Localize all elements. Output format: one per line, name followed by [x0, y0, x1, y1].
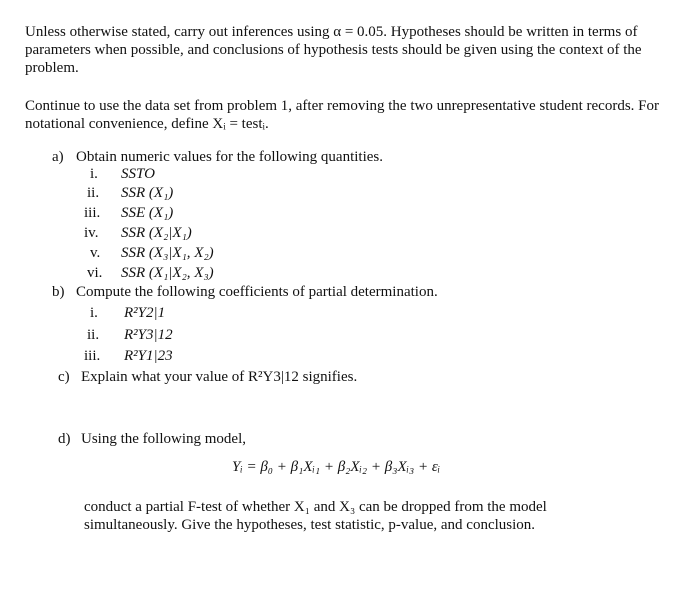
part-a-item-1-num: i.	[90, 166, 98, 182]
data-setup-paragraph: Continue to use the data set from problem 1, after removing the two unrepresentative student records. For notational convenience, define Xᵢ = testᵢ.	[25, 98, 659, 132]
part-a-item-4-num: iv.	[84, 225, 99, 241]
part-a-item-3-num: iii.	[84, 205, 101, 221]
part-c-label: c)	[58, 369, 70, 385]
part-b-text: Compute the following coefficients of partial determination.	[76, 284, 438, 300]
part-b-item-3-num: iii.	[84, 348, 101, 364]
part-d-label: d)	[58, 431, 71, 447]
part-a-item-4-expr: SSR (X₂|X₁)	[121, 225, 192, 241]
part-d-task: conduct a partial F-test of whether X₁ and X₃ can be dropped from the model simultaneously. Give the hypotheses, test statistic, p-value, and conclusion.	[84, 499, 547, 533]
part-b-item-1-expr: R²Y2|1	[124, 305, 166, 321]
part-b-item-1-num: i.	[90, 305, 98, 321]
part-a-item-6-expr: SSR (X₁|X₂, X₃)	[121, 265, 214, 281]
part-a-item-6-num: vi.	[87, 265, 103, 281]
part-a-label: a)	[52, 149, 64, 165]
part-a-item-2-num: ii.	[87, 185, 100, 201]
part-a-text: Obtain numeric values for the following quantities.	[76, 149, 384, 165]
part-b-label: b)	[52, 284, 65, 300]
part-d-text: Using the following model,	[81, 431, 246, 447]
regression-model-equation: Yᵢ = β₀ + β₁Xᵢ₁ + β₂Xᵢ₂ + β₃Xᵢ₃ + εᵢ	[232, 459, 441, 475]
part-b-item-2-num: ii.	[87, 327, 100, 343]
instructions-paragraph: Unless otherwise stated, carry out inferences using α = 0.05. Hypotheses should be written in terms of parameters when possible, and conclusions of hypothesis tests should be given using the context of the problem.	[25, 24, 642, 76]
part-a-item-3-expr: SSE (X₁)	[121, 205, 174, 221]
part-b-item-2-expr: R²Y3|12	[124, 327, 173, 343]
part-a-item-2-expr: SSR (X₁)	[121, 185, 174, 201]
part-a-item-5-expr: SSR (X₃|X₁, X₂)	[121, 245, 214, 261]
part-b-item-3-expr: R²Y1|23	[124, 348, 173, 364]
part-a-item-1-expr: SSTO	[121, 166, 155, 182]
part-a-item-5-num: v.	[90, 245, 101, 261]
part-c-text: Explain what your value of R²Y3|12 signifies.	[81, 369, 358, 385]
